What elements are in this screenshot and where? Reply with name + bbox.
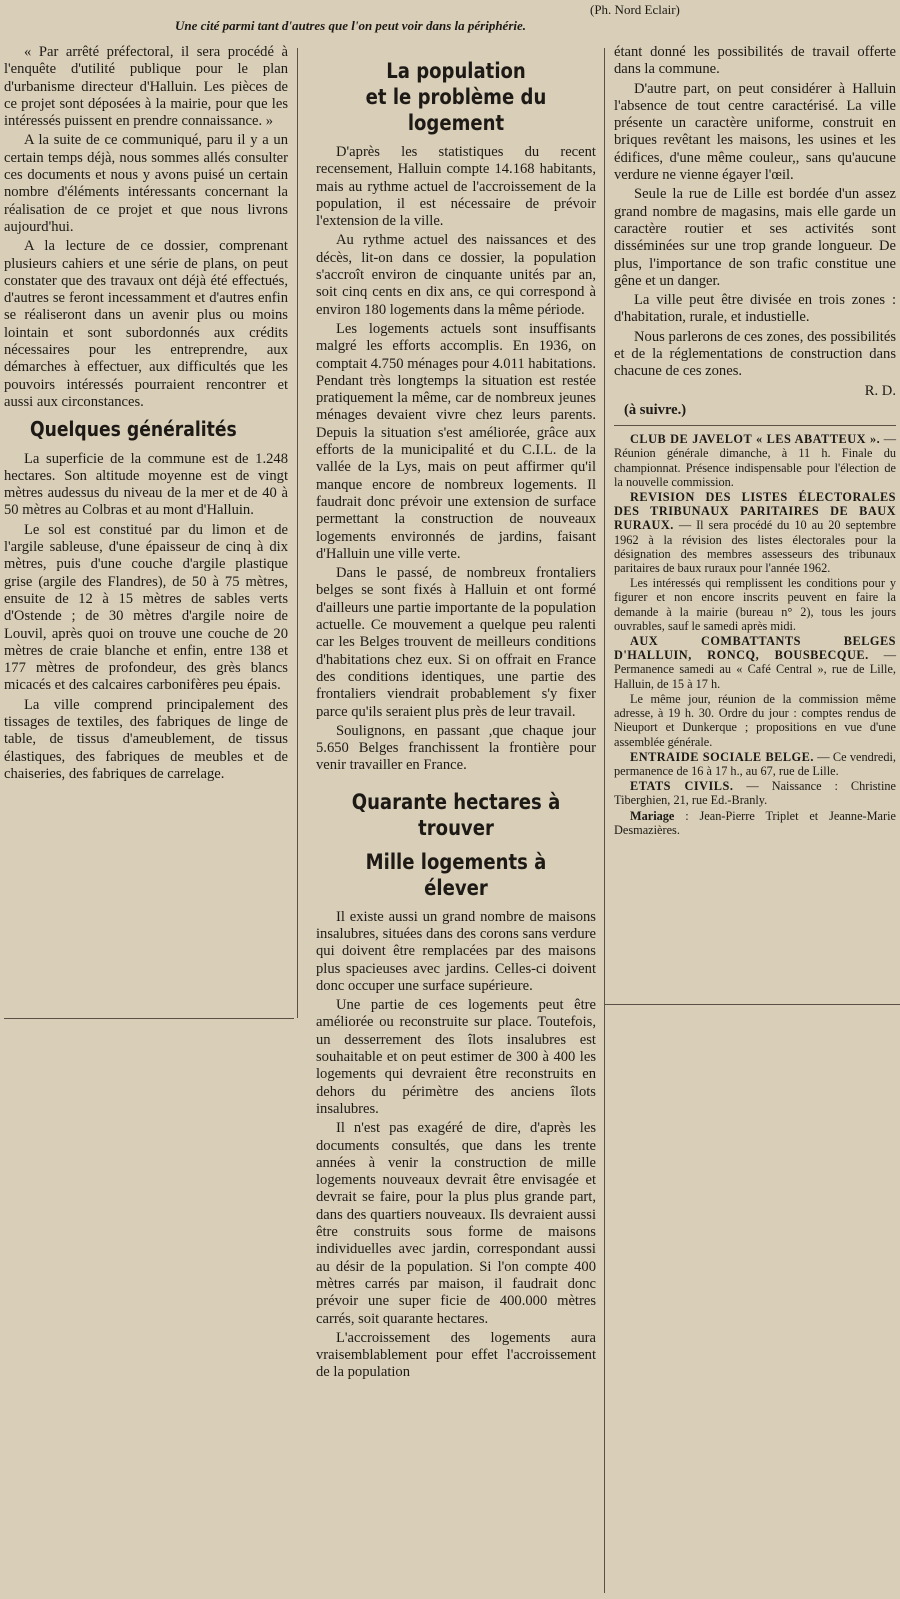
paragraph: Le sol est constitué par du limon et de l'argile sableuse, d'une épaisseur de cinq à dix mètres, puis d'une couche d'argile plastique grise (argile des Flandres), de 50 à 75 mètres, ensuite de 12 à 15 mètres de sables verts d'Ostende ; de 30 mètres d'argile noire de Louvil, après quoi on trouve une couche de 20 mètres de craie blanche et enfin, entre 138 et 177 mètres de profondeur, des grès blancs micacés et des calcaires carbonifères peu épais. bbox=[4, 521, 288, 694]
notice-text: Les intéressés qui remplissent les conditions pour y figurer et non encore inscrits peuvent en faire la demande à la mairie (bureau n° 2), tous les jours ouvrables, sauf le samedi après midi. bbox=[614, 576, 896, 633]
paragraph: A la suite de ce communiqué, paru il y a un certain temps déjà, nous sommes allés consulter ces documents et nous y avons puisé un certain nombre d'éléments intéressants concernant la réalisation de ce projet et que nous livrons aujourd'hui. bbox=[4, 132, 288, 235]
paragraph: Nous parlerons de ces zones, des possibilités et de la réglementations de construction dans chacune de ces zones. bbox=[614, 328, 896, 380]
notice-text: — Naissance : Christine Tiberghien, 21, rue Ed.-Branly. bbox=[614, 779, 896, 808]
notice-item bbox=[614, 809, 896, 837]
notice-title: ENTRAIDE SOCIALE BELGE. bbox=[630, 749, 814, 764]
paragraph: La ville comprend principalement des tissages de textiles, des fabriques de linge de table, de tissus d'ameublement, de tissus élastiques, des fabriques de meubles et de chaiseries, des fabriques de carrelage. bbox=[4, 696, 288, 782]
local-notices bbox=[614, 432, 896, 837]
paragraph: Seule la rue de Lille est bordée d'un assez grand nombre de magasins, mais elle garde un caractère routier et ses activités sont disséminées sur une trop grande longueur. De plus, l'importance de son trafic constitue une gêne et un danger. bbox=[614, 186, 896, 289]
notice-text: — Permanence samedi au « Café Central », rue de Lille, Halluin, de 15 à 17 h. bbox=[614, 648, 896, 691]
paragraph: Soulignons, en passant ,que chaque jour 5.650 Belges franchissent la frontière pour venir travailler en France. bbox=[316, 722, 596, 774]
notice-title: AUX COMBATTANTS BELGES D'HALLUIN, RONCQ, BOUSBECQUE. bbox=[614, 634, 896, 663]
notice-item bbox=[614, 779, 896, 807]
article-column-2 bbox=[316, 52, 596, 1384]
notice-item bbox=[614, 432, 896, 489]
column-end-rule bbox=[605, 1004, 900, 1005]
heading-line: et le problème du logement bbox=[365, 85, 547, 135]
heading-line: La population bbox=[386, 59, 526, 83]
article-heading bbox=[336, 58, 577, 136]
notice-item bbox=[614, 576, 896, 633]
paragraph: Il n'est pas exagéré de dire, d'après les documents consultés, que dans les trente années à venir la construction de mille logements nouveaux devrait être envisagée et devrait se faire, pour la plus plus grande part, dans des quartiers nouveaux. Ils devraient aussi être construits sous forme de maisons individuelles avec jardin, correspondant aussi au désir de la population. Si l'on compte 400 mètres carrés par maison, il faudrait donc prévoir une super ficie de 400.000 mètres carrés, soit quarante hectares. bbox=[316, 1120, 596, 1327]
section-heading: Quarante hectares à trouver bbox=[351, 789, 561, 840]
notice-item bbox=[614, 634, 896, 691]
paragraph: La ville peut être divisée en trois zones : d'habitation, rurale, et industielle. bbox=[614, 292, 896, 326]
notice-title: Mariage bbox=[630, 808, 675, 823]
column-end-rule bbox=[4, 1018, 294, 1019]
photo-credit: (Ph. Nord Eclair) bbox=[590, 2, 680, 17]
notice-title: CLUB DE JAVELOT « LES ABATTEUX ». bbox=[630, 432, 881, 447]
notice-item bbox=[614, 692, 896, 749]
article-column-1 bbox=[4, 44, 288, 785]
section-heading: Quelques généralités bbox=[30, 417, 237, 442]
notice-text: — Il sera procédé du 10 au 20 septembre 1962 à la révision des listes électorales pour la désignation des membres assesseurs des tribunaux paritaires de baux ruraux pour l'année 1962. bbox=[614, 518, 896, 576]
paragraph: La superficie de la commune est de 1.248 hectares. Son altitude moyenne est de vingt mètres audessus du niveau de la mer et de 40 à 50 mètres au Colbras et au mont d'Halluin. bbox=[4, 450, 288, 519]
paragraph: Il existe aussi un grand nombre de maisons insalubres, situées dans des corons sans verdure qui doivent être remplacées par des maisons plus spacieuses avec jardins. Celles-ci doivent donc occuper une surface supérieure. bbox=[316, 908, 596, 994]
notice-text: — Ce vendredi, permanence de 16 à 17 h., au 67, rue de Lille. bbox=[614, 749, 896, 778]
author-signature: R. D. bbox=[864, 382, 896, 399]
paragraph: Une partie de ces logements peut être améliorée ou reconstruite sur place. Toutefois, un desserrement des îlots insalubres est souhaitable et on peut estimer de 300 à 400 les logements qui devraient être reconstruits en dehors du périmètre des anciens îlots insalubres. bbox=[316, 997, 596, 1117]
section-rule bbox=[614, 425, 896, 426]
column-rule bbox=[604, 48, 605, 1593]
paragraph: D'autre part, on peut considérer à Halluin l'absence de tout centre caractérisé. La ville présente un caractère uniforme, construit en briques revêtant les maisons, les usines et les édifices, d'une même couleur,, sans qu'aucune verdure ne vienne égayer l'œil. bbox=[614, 80, 896, 184]
paragraph: L'accroissement des logements aura vraisemblablement pour effet l'accroissement de la population bbox=[316, 1329, 596, 1381]
notice-text: Le même jour, réunion de la commission même adresse, à 19 h. 30. Ordre du jour : comptes rendus de Nieuport et Dunkerque ; propositions en vue d'une assemblée générale. bbox=[614, 691, 896, 749]
to-be-continued: (à suivre.) bbox=[624, 401, 687, 418]
notice-item bbox=[614, 750, 896, 778]
column-rule bbox=[297, 48, 298, 1018]
paragraph: A la lecture de ce dossier, comprenant plusieurs cahiers et une série de plans, on peut constater que des travaux ont déjà été effectués, d'autres se feront incessamment et d'autres enfin se réaliseront dans un avenir plus ou moins lointain et sont subordonnés aux crédits nécessaires pour les entreprendre, aux démarches à effectuer, aux difficultés que les pouvoirs intéressés pourraient rencontrer et aussi aux circonstances. bbox=[4, 238, 288, 410]
section-heading: Mille logements à élever bbox=[365, 849, 547, 900]
paragraph: Les logements actuels sont insuffisants malgré les efforts accomplis. En 1936, on comptait 4.750 ménages pour 4.011 habitations. Pendant très longtemps la situation est restée pratiquement la même, car de nombreux jeunes ménages devaient vivre chez leurs parents. Depuis la situation s'est améliorée, grâce aux efforts de la municipalité et du C.I.L. de la vallée de la Lys, mais on peut affirmer qu'il manque encore de nombreux logements. Il faudrait donc prévoir une extension de surface permettant la construction de nouveaux logements environnés de jardins, faisant d'Halluin une ville verte. bbox=[316, 320, 596, 562]
paragraph: Dans le passé, de nombreux frontaliers belges se sont fixés à Halluin et ont formé d'ailleurs une partie importante de la population actuelle. Ce mouvement a quelque peu ralenti car les Belges trouvent de meilleurs conditions d'habitations chez eux. Si on offrait en France des conditions identiques, une partie des frontaliers viendrait probablement s'y fixer parce qu'ils seraient plus près de leur travail. bbox=[316, 565, 596, 720]
paragraph: « Par arrêté préfectoral, il sera procédé à l'enquête d'utilité publique pour le plan d'urbanisme directeur d'Halluin. Les pièces de ce projet sont déposées à la mairie, pour que les intéressés puissent en prendre connaissance. » bbox=[4, 44, 288, 130]
article-column-3 bbox=[614, 44, 896, 838]
notice-title: ETATS CIVILS. bbox=[630, 779, 734, 794]
notice-text: — Réunion générale dimanche, à 11 h. Finale du championnat. Présence indispensable pour l'élection de la nouvelle commission. bbox=[614, 432, 896, 489]
paragraph: D'après les statistiques du recent recensement, Halluin compte 14.168 habitants, mais au rythme actuel de l'accroissement de la population, il est nécessaire de prévoir l'extension de la ville. bbox=[316, 144, 596, 230]
paragraph: étant donné les possibilités de travail offerte dans la commune. bbox=[614, 44, 896, 78]
notice-item bbox=[614, 490, 896, 575]
notice-title: REVISION DES LISTES ÉLECTORALES DES TRIBUNAUX PARITAIRES DE BAUX RURAUX. bbox=[614, 490, 896, 533]
photo-caption: Une cité parmi tant d'autres que l'on peut voir dans la périphérie. bbox=[175, 18, 527, 33]
notice-text: : Jean-Pierre Triplet et Jeanne-Marie Desmazières. bbox=[614, 808, 896, 837]
paragraph: Au rythme actuel des naissances et des décès, lit-on dans ce dossier, la population s'accroît environ de cinquante unités par an, soit cinq cents en dix ans, ce qui correspond à environ 180 logements dans la même période. bbox=[316, 232, 596, 318]
